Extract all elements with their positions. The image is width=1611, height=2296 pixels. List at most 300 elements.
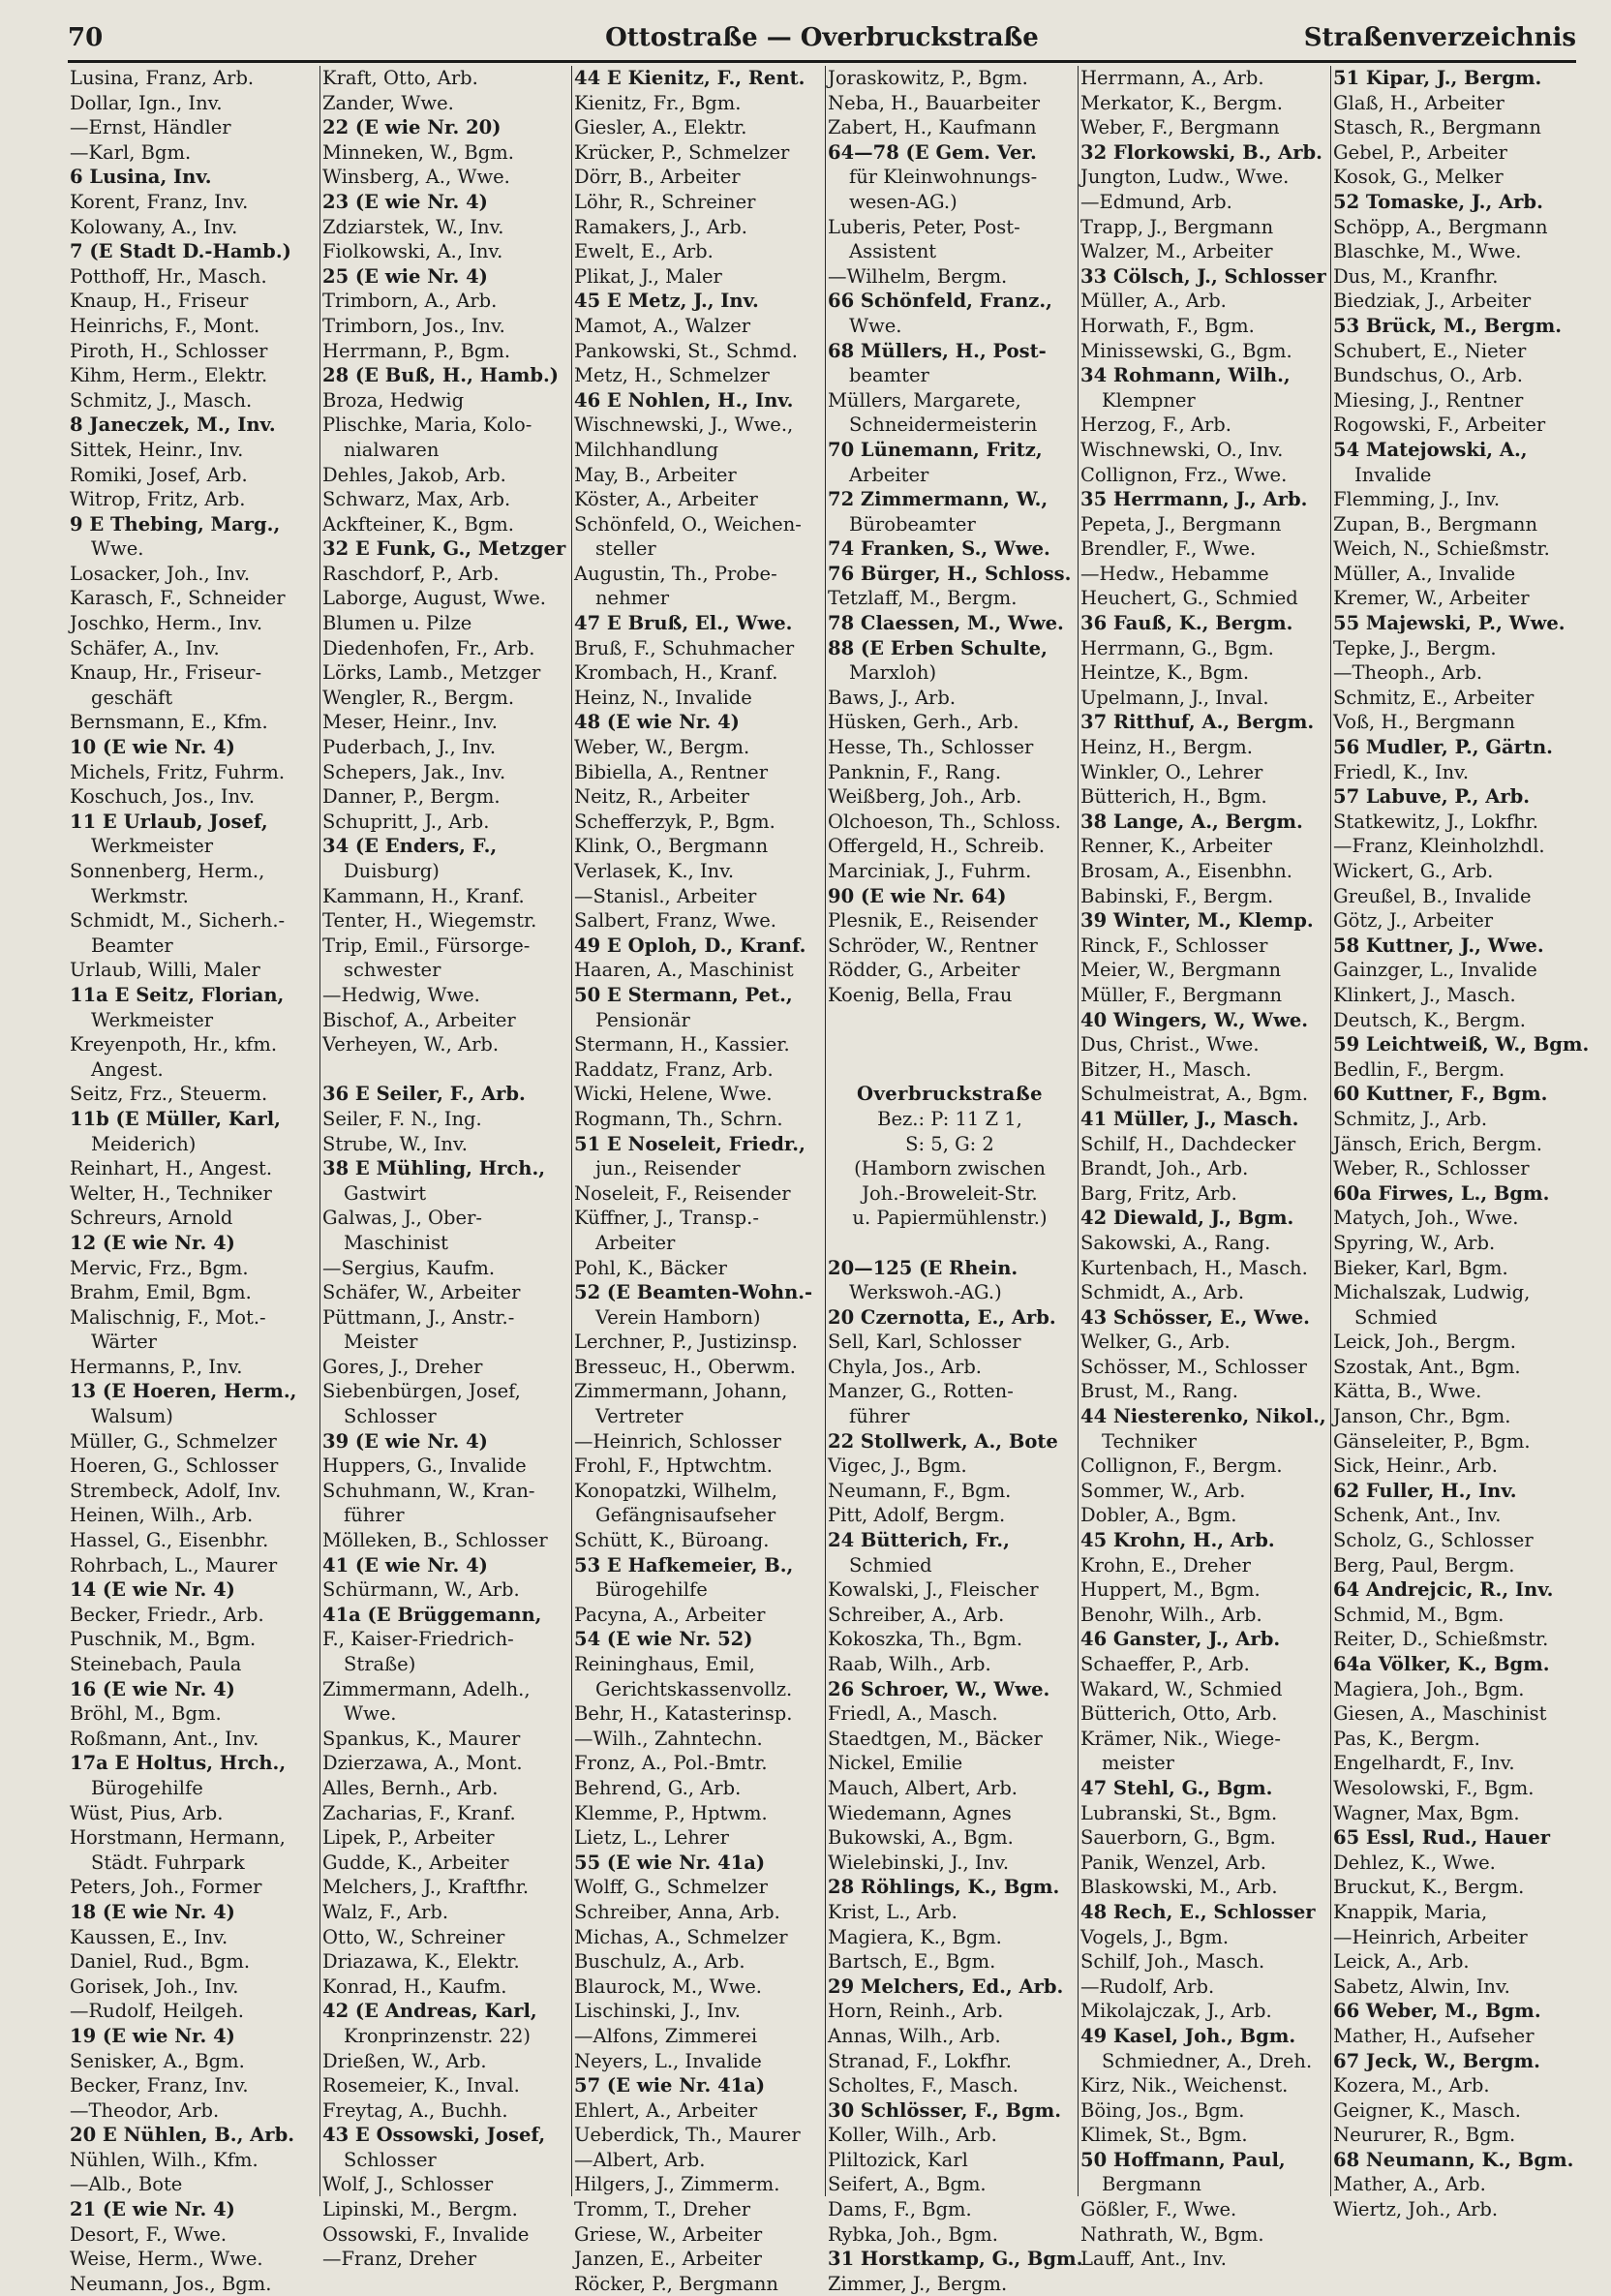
directory-entry: —Franz, Kleinholzhdl. (1333, 835, 1545, 858)
directory-entry: 36 E Seiler, F., Arb. (322, 1083, 526, 1106)
column-1 (68, 66, 320, 2295)
directory-entry: Fronz, A., Pol.-Bmtr. (574, 1752, 768, 1775)
directory-entry: Knaup, H., Friseur (70, 290, 249, 313)
directory-entry: Meister (344, 1331, 418, 1354)
directory-entry: Bukowski, A., Bgm. (828, 1826, 1014, 1850)
directory-entry: 14 (E wie Nr. 4) (70, 1578, 235, 1602)
directory-entry: Wesolowski, F., Bgm. (1333, 1776, 1535, 1799)
directory-entry: Behrend, G., Arb. (574, 1776, 742, 1799)
directory-entry: Horwath, F., Bgm. (1080, 314, 1255, 337)
directory-entry: —Wilh., Zahntechn. (574, 1727, 763, 1750)
directory-entry: 64 Andrejcic, R., Inv. (1333, 1578, 1554, 1602)
directory-entry: Vogels, J., Bgm. (1080, 1925, 1230, 1948)
directory-entry: —Heinrich, Arbeiter (1333, 1925, 1528, 1948)
directory-entry: Zander, Wwe. (322, 91, 454, 114)
directory-entry: Wischnewski, J., Wwe., (574, 413, 794, 437)
directory-entry: 33 Cölsch, J., Schlosser (1080, 264, 1326, 288)
directory-entry: Huppert, M., Bgm. (1080, 1578, 1261, 1602)
directory-entry: Wakard, W., Schmied (1080, 1677, 1283, 1700)
directory-entry: Werkmeister (91, 835, 214, 858)
directory-entry: Rödder, G., Arbeiter (828, 959, 1020, 982)
directory-entry: 28 (E Buß, H., Hamb.) (322, 364, 559, 387)
directory-entry: Weißberg, Joh., Arb. (828, 785, 1022, 809)
directory-entry: Ewelt, E., Arb. (574, 240, 714, 263)
directory-entry: Heinz, H., Bergm. (1080, 736, 1253, 759)
directory-entry: Plesnik, E., Reisender (828, 909, 1038, 933)
directory-entry: Nathrath, W., Bgm. (1080, 2222, 1264, 2246)
directory-entry: Bresseuc, H., Oberwm. (574, 1355, 796, 1378)
directory-entry: Spyring, W., Arb. (1333, 1231, 1496, 1254)
directory-entry: Neyers, L., Invalide (574, 2049, 762, 2072)
directory-entry: Bröhl, M., Bgm. (70, 1702, 222, 1726)
directory-entry: Mauch, Albert, Arb. (828, 1776, 1018, 1799)
directory-entry: führer (849, 1405, 910, 1428)
directory-entry: 29 Melchers, Ed., Arb. (828, 1975, 1064, 1998)
directory-entry: Zimmer, J., Bergm. (828, 2272, 1008, 2295)
directory-entry: Maschinist (344, 1231, 448, 1254)
directory-entry: Salbert, Franz, Wwe. (574, 909, 776, 933)
directory-entry: Pacyna, A., Arbeiter (574, 1603, 766, 1626)
directory-entry: Bieker, Karl, Bgm. (1333, 1256, 1508, 1279)
directory-entry: Assistent (849, 240, 937, 263)
directory-entry: Seifert, A., Bgm. (828, 2173, 987, 2196)
directory-entry: Steinebach, Paula (70, 1653, 242, 1675)
directory-entry: —Sergius, Kaufm. (322, 1256, 496, 1279)
directory-entry: Wwe. (344, 1702, 397, 1726)
directory-entry: Michas, A., Schmelzer (574, 1925, 788, 1948)
directory-entry: Werkmstr. (91, 884, 189, 907)
column-4 (826, 66, 1083, 2295)
directory-entry: Reinhart, H., Angest. (70, 1157, 273, 1180)
directory-entry: 55 (E wie Nr. 41a) (574, 1851, 766, 1874)
directory-entry: Zdziarstek, W., Inv. (322, 215, 504, 238)
directory-entry: Gefängnisaufseher (595, 1504, 776, 1527)
directory-entry: Müller, G., Schmelzer (70, 1429, 277, 1453)
directory-entry: Mather, A., Arb. (1333, 2173, 1486, 2196)
directory-entry: Winkler, O., Lehrer (1080, 760, 1263, 783)
directory-entry: Michels, Fritz, Fuhrm. (70, 760, 286, 783)
directory-entry: Schmitz, J., Masch. (70, 388, 253, 412)
directory-entry: 38 Lange, A., Bergm. (1080, 810, 1303, 833)
directory-entry: Schupritt, J., Arb. (322, 810, 490, 833)
directory-entry: Konopatzki, Wilhelm, (574, 1479, 777, 1502)
directory-entry: 22 (E wie Nr. 20) (322, 116, 502, 139)
directory-entry: Röcker, P., Bergmann (574, 2272, 778, 2295)
directory-entry: Leick, Joh., Bergm. (1333, 1331, 1516, 1354)
directory-entry: Herrmann, P., Bgm. (322, 339, 511, 362)
directory-entry: 28 Röhlings, K., Bgm. (828, 1876, 1060, 1899)
directory-entry: Küffner, J., Transp.- (574, 1207, 759, 1230)
directory-entry: Müllers, Margarete, (828, 388, 1021, 412)
directory-entry: Fiolkowski, A., Inv. (322, 240, 503, 263)
directory-entry: Tromm, T., Dreher (574, 2198, 751, 2221)
directory-entry: 34 (E Enders, F., (322, 835, 498, 858)
directory-entry: Puderbach, J., Inv. (322, 736, 497, 759)
directory-entry: Brandt, Joh., Arb. (1080, 1157, 1249, 1180)
directory-entry: u. Papiermühlenstr.) (852, 1207, 1048, 1230)
directory-entry: Wwe. (849, 314, 902, 337)
directory-entry: Marxloh) (849, 661, 937, 685)
directory-entry: 13 (E Hoeren, Herm., (70, 1380, 297, 1403)
directory-entry: Rybka, Joh., Bgm. (828, 2222, 998, 2246)
directory-entry: Malischnig, F., Mot.- (70, 1305, 266, 1329)
directory-entry: Panik, Wenzel, Arb. (1080, 1851, 1266, 1874)
directory-entry: Klimek, St., Bgm. (1080, 2124, 1248, 2147)
directory-entry: Gerichtskassenvollz. (595, 1677, 793, 1700)
directory-entry: Romiki, Josef, Arb. (70, 463, 248, 486)
directory-entry: Pepeta, J., Bergmann (1080, 512, 1282, 536)
page-header (68, 21, 1576, 63)
directory-entry: Trapp, J., Bergmann (1080, 215, 1274, 238)
directory-entry: Duisburg) (344, 860, 440, 882)
directory-entry: Strembeck, Adolf, Inv. (70, 1479, 282, 1502)
directory-entry: Griese, W., Arbeiter (574, 2222, 763, 2246)
directory-entry: —Ernst, Händler (70, 116, 231, 139)
directory-entry: Bitzer, H., Masch. (1080, 1057, 1252, 1081)
directory-entry: Heintze, K., Bgm. (1080, 661, 1250, 685)
directory-entry: Bürogehilfe (91, 1776, 203, 1799)
directory-entry: Minneken, W., Bgm. (322, 140, 514, 164)
directory-entry: Schmid, M., Bgm. (1333, 1603, 1505, 1626)
directory-entry: Verein Hamborn) (595, 1305, 761, 1329)
directory-entry: 42 Diewald, J., Bgm. (1080, 1207, 1294, 1230)
directory-entry: Collignon, Frz., Wwe. (1080, 463, 1288, 486)
directory-entry: Horn, Reinh., Arb. (828, 2000, 1004, 2023)
directory-entry: Schäfer, W., Arbeiter (322, 1281, 521, 1304)
directory-entry: 64—78 (E Gem. Ver. (828, 140, 1037, 164)
directory-entry: Schmiedner, A., Dreh. (1102, 2049, 1313, 2072)
directory-entry: Arbeiter (595, 1231, 676, 1254)
directory-entry: Weber, F., Bergmann (1080, 116, 1280, 139)
directory-entry: Müller, A., Arb. (1080, 290, 1227, 313)
directory-entry: Trimborn, A., Arb. (322, 290, 498, 313)
directory-entry: Baws, J., Arb. (828, 686, 957, 709)
directory-entry: Kurtenbach, H., Masch. (1080, 1256, 1308, 1279)
directory-entry: Tenter, H., Wiegemstr. (322, 909, 537, 933)
directory-entry: Lipek, P., Arbeiter (322, 1826, 495, 1850)
directory-entry: Ossowski, F., Invalide (322, 2222, 530, 2246)
directory-entry: Zimmermann, Adelh., (322, 1677, 531, 1700)
directory-entry: Dehlez, K., Wwe. (1333, 1851, 1496, 1874)
directory-entry: Urlaub, Willi, Maler (70, 959, 260, 982)
directory-entry: Raddatz, Franz, Arb. (574, 1057, 774, 1081)
directory-entry: Michalszak, Ludwig, (1333, 1281, 1531, 1304)
directory-entry: Joschko, Herm., Inv. (70, 612, 263, 635)
directory-entry: Bibiella, A., Rentner (574, 760, 769, 783)
directory-entry: 68 Müllers, H., Post- (828, 339, 1047, 362)
directory-entry: Lörks, Lamb., Metzger (322, 661, 541, 685)
directory-entry: 32 Florkowski, B., Arb. (1080, 140, 1322, 164)
directory-entry: Sakowski, A., Rang. (1080, 1231, 1271, 1254)
directory-entry: Bruckut, K., Bergm. (1333, 1876, 1525, 1899)
directory-entry: Wengler, R., Bergm. (322, 686, 515, 709)
directory-entry: 22 Stollwerk, A., Bote (828, 1429, 1058, 1453)
directory-entry: 54 Matejowski, A., (1333, 438, 1528, 461)
directory-entry: Koenig, Bella, Frau (828, 983, 1013, 1006)
directory-entry: 44 Niesterenko, Nikol., (1080, 1405, 1326, 1428)
directory-entry: Kihm, Herm., Elektr. (70, 364, 268, 387)
directory-entry: Krist, L., Arb. (828, 1900, 957, 1923)
directory-entry: Puschnik, M., Bgm. (70, 1628, 257, 1651)
directory-entry: Gorisek, Joh., Inv. (70, 1975, 239, 1998)
directory-entry: F., Kaiser-Friedrich- (322, 1628, 514, 1651)
directory-entry: 50 E Stermann, Pet., (574, 983, 793, 1006)
directory-entry: Pohl, K., Bäcker (574, 1256, 727, 1279)
directory-entry: Witrop, Fritz, Arb. (70, 488, 246, 511)
directory-entry: Lipinski, M., Bergm. (322, 2198, 518, 2221)
directory-entry: Ehlert, A., Arbeiter (574, 2098, 758, 2122)
directory-entry: führer (344, 1504, 405, 1527)
directory-entry: Kienitz, Fr., Bgm. (574, 91, 742, 114)
directory-entry: —Wilhelm, Bergm. (828, 264, 1008, 288)
directory-entry: Kosok, G., Melker (1333, 166, 1504, 189)
directory-entry: 35 Herrmann, J., Arb. (1080, 488, 1308, 511)
directory-entry: 57 Labuve, P., Arb. (1333, 785, 1531, 809)
directory-entry: 58 Kuttner, J., Wwe. (1333, 934, 1544, 957)
directory-entry: wesen-AG.) (849, 190, 957, 213)
directory-entry: Brust, M., Rang. (1080, 1380, 1239, 1403)
directory-entry: Schaeffer, P., Arb. (1080, 1653, 1250, 1675)
directory-entry: Walsum) (91, 1405, 173, 1428)
directory-entry: Giesen, A., Maschinist (1333, 1702, 1547, 1726)
directory-entry: Danner, P., Bergm. (322, 785, 501, 809)
directory-entry: Karasch, F., Schneider (70, 587, 286, 610)
directory-entry: Tetzlaff, M., Bergm. (828, 587, 1018, 610)
directory-entry: Schmitz, E., Arbeiter (1333, 686, 1535, 709)
directory-entry: Pitt, Adolf, Bergm. (828, 1504, 1006, 1527)
directory-entry: 40 Wingers, W., Wwe. (1080, 1008, 1309, 1031)
directory-entry: Schmidt, A., Arb. (1080, 1281, 1245, 1304)
directory-entry: Dörr, B., Arbeiter (574, 166, 741, 189)
directory-entry: Becker, Franz, Inv. (70, 2074, 249, 2097)
directory-entry: Koschuch, Jos., Inv. (70, 785, 256, 809)
directory-entry: Götz, J., Arbeiter (1333, 909, 1494, 933)
directory-entry: 51 E Noseleit, Friedr., (574, 1132, 806, 1155)
directory-entry: Otto, W., Schreiner (322, 1925, 505, 1948)
directory-entry: Wüst, Pius, Arb. (70, 1801, 224, 1824)
directory-entry: Neumann, F., Bgm. (828, 1479, 1012, 1502)
directory-entry: Walz, F., Arb. (322, 1900, 449, 1923)
directory-entry: Horstmann, Hermann, (70, 1826, 286, 1850)
directory-entry: Schütt, K., Büroang. (574, 1529, 770, 1552)
directory-entry: —Heinrich, Schlosser (574, 1429, 781, 1453)
directory-entry: Dehles, Jakob, Arb. (322, 463, 506, 486)
directory-entry: Blaschke, M., Wwe. (1333, 240, 1522, 263)
directory-entry: Olchoeson, Th., Schloss. (828, 810, 1061, 833)
directory-entry: Nühlen, Wilh., Kfm. (70, 2148, 258, 2171)
directory-entry: 36 Fauß, K., Bergm. (1080, 612, 1293, 635)
directory-entry: Gainzger, L., Invalide (1333, 959, 1537, 982)
directory-entry: Schlosser (344, 1405, 437, 1428)
directory-entry: Dus, M., Kranfhr. (1333, 264, 1499, 288)
directory-entry (828, 1008, 1072, 1033)
directory-entry: Deutsch, K., Bergm. (1333, 1008, 1526, 1031)
directory-entry: Brahm, Emil, Bgm. (70, 1281, 252, 1304)
directory-entry: Neba, H., Bauarbeiter (828, 91, 1041, 114)
directory-entry: steller (595, 537, 656, 561)
directory-entry: Weise, Herm., Wwe. (70, 2248, 263, 2271)
directory-entry: Minissewski, G., Bgm. (1080, 339, 1292, 362)
directory-entry: —Hedwig, Wwe. (322, 983, 480, 1006)
directory-entry: —Alb., Bote (70, 2173, 183, 2196)
directory-entry: Kronprinzenstr. 22) (344, 2024, 532, 2047)
directory-entry: —Hedw., Hebamme (1080, 562, 1269, 585)
directory-entry: Offergeld, H., Schreib. (828, 835, 1046, 858)
directory-entry: Huppers, G., Invalide (322, 1454, 527, 1478)
directory-entry: Seitz, Frz., Steuerm. (70, 1083, 268, 1106)
directory-entry: 64a Völker, K., Bgm. (1333, 1653, 1550, 1675)
directory-entry: Bedlin, F., Bergm. (1333, 1057, 1505, 1081)
directory-entry: Hilgers, J., Zimmerm. (574, 2173, 780, 2196)
directory-entry: Schuhmann, W., Kran- (322, 1479, 535, 1502)
directory-entry: Weber, W., Bergm. (574, 736, 750, 759)
directory-entry: 43 Schösser, E., Wwe. (1080, 1305, 1310, 1329)
directory-entry: Schäfer, A., Inv. (70, 636, 220, 659)
directory-entry: Desort, F., Wwe. (70, 2222, 228, 2246)
directory-entry: Bürobeamter (849, 512, 976, 536)
directory-entry: Wolff, G., Schmelzer (574, 1876, 768, 1899)
directory-entry: 48 Rech, E., Schlosser (1080, 1900, 1316, 1923)
section-title: Straßenverzeichnis (1303, 23, 1576, 52)
directory-entry: Pankowski, St., Schmd. (574, 339, 798, 362)
directory-entry: Lubranski, St., Bgm. (1080, 1801, 1278, 1824)
directory-entry: Vigec, J., Bgm. (828, 1454, 967, 1478)
directory-entry: Schürmann, W., Arb. (322, 1578, 520, 1602)
directory-entry: Jänsch, Erich, Bergm. (1333, 1132, 1542, 1155)
directory-entry: 7 (E Stadt D.-Hamb.) (70, 240, 291, 263)
directory-entry: Barg, Fritz, Arb. (1080, 1181, 1237, 1205)
directory-entry: Rinck, F., Schlosser (1080, 934, 1268, 957)
directory-entry: Bez.: P: 11 Z 1, (877, 1107, 1022, 1130)
directory-entry: jun., Reisender (595, 1157, 741, 1180)
directory-entry: Werkmeister (91, 1008, 214, 1031)
directory-entry: 41 (E wie Nr. 4) (322, 1553, 488, 1577)
directory-entry: Janson, Chr., Bgm. (1333, 1405, 1511, 1428)
directory-entry: Heuchert, G., Schmied (1080, 587, 1298, 610)
column-5 (1079, 66, 1331, 2271)
directory-entry: Kreyenpoth, Hr., kfm. (70, 1033, 278, 1056)
directory-entry: Voß, H., Bergmann (1333, 711, 1515, 734)
directory-entry: Hoeren, G., Schlosser (70, 1454, 279, 1478)
directory-entry: 46 E Nohlen, H., Inv. (574, 388, 794, 412)
directory-entry: Krohn, E., Dreher (1080, 1553, 1251, 1577)
directory-entry: Mölleken, B., Schlosser (322, 1529, 548, 1552)
directory-entry: Neitz, R., Arbeiter (574, 785, 749, 809)
directory-entry: Zimmermann, Johann, (574, 1380, 788, 1403)
directory-entry: Berg, Paul, Bergm. (1333, 1553, 1515, 1577)
directory-entry: Becker, Friedr., Arb. (70, 1603, 264, 1626)
directory-entry: 66 Schönfeld, Franz., (828, 290, 1052, 313)
directory-entry: 26 Schroer, W., Wwe. (828, 1677, 1050, 1700)
directory-entry: Püttmann, J., Anstr.- (322, 1305, 515, 1329)
directory-entry: —Rudolf, Heilgeh. (70, 2000, 244, 2023)
directory-entry: Trimborn, Jos., Inv. (322, 314, 505, 337)
directory-entry: Koller, Wilh., Arb. (828, 2124, 997, 2147)
directory-entry: Mikolajczak, J., Arb. (1080, 2000, 1272, 2023)
directory-entry: Lusina, Franz, Arb. (70, 67, 255, 89)
directory-entry: Driazawa, K., Elektr. (322, 1950, 520, 1974)
directory-entry: Laborge, August, Wwe. (322, 587, 546, 610)
directory-entry: Schenk, Ant., Inv. (1333, 1504, 1502, 1527)
directory-entry: Gänseleiter, P., Bgm. (1333, 1429, 1531, 1453)
directory-entry: —Rudolf, Arb. (1080, 1975, 1215, 1998)
directory-entry: Janzen, E., Arbeiter (574, 2248, 762, 2271)
directory-entry: Winsberg, A., Wwe. (322, 166, 510, 189)
directory-entry: Korent, Franz, Inv. (70, 190, 249, 213)
directory-entry: Noseleit, F., Reisender (574, 1181, 791, 1205)
directory-entry: Müller, A., Invalide (1333, 562, 1516, 585)
directory-entry: Weber, R., Schlosser (1333, 1157, 1530, 1180)
directory-entry: 43 E Ossowski, Josef, (322, 2124, 546, 2147)
directory-entry: 17a E Holtus, Hrch., (70, 1752, 287, 1775)
directory-entry: Glaß, H., Arbeiter (1333, 91, 1505, 114)
directory-entry: Welter, H., Techniker (70, 1181, 272, 1205)
directory-entry: Sittek, Heinr., Inv. (70, 438, 244, 461)
directory-entry: 18 (E wie Nr. 4) (70, 1900, 235, 1923)
directory-entry: Scholtes, F., Masch. (828, 2074, 1018, 2097)
directory-entry: Konrad, H., Kaufm. (322, 1975, 507, 1998)
directory-entry: Metz, H., Schmelzer (574, 364, 770, 387)
directory-entry: Matych, Joh., Wwe. (1333, 1207, 1519, 1230)
directory-entry: Rogmann, Th., Schrn. (574, 1107, 783, 1130)
directory-entry: 11 E Urlaub, Josef, (70, 810, 268, 833)
directory-entry: Gebel, P., Arbeiter (1333, 140, 1507, 164)
directory-entry: 9 E Thebing, Marg., (70, 512, 281, 536)
directory-entry: Schilf, H., Dachdecker (1080, 1132, 1296, 1155)
directory-entry: Schöpp, A., Bergmann (1333, 215, 1548, 238)
directory-entry: Wiedemann, Agnes (828, 1801, 1012, 1824)
directory-entry: 52 (E Beamten-Wohn.- (574, 1281, 813, 1304)
directory-entry: Schulmeistrat, A., Bgm. (1080, 1083, 1309, 1106)
directory-entry: Haaren, A., Maschinist (574, 959, 794, 982)
directory-entry: Alles, Bernh., Arb. (322, 1776, 499, 1799)
directory-entry: Werkswoh.-AG.) (849, 1281, 1002, 1304)
directory-entry: Manzer, G., Rotten- (828, 1380, 1014, 1403)
directory-entry: 45 Krohn, H., Arb. (1080, 1529, 1275, 1552)
directory-entry: Leick, A., Arb. (1333, 1950, 1470, 1974)
directory-entry: Wicki, Helene, Wwe. (574, 1083, 773, 1106)
directory-entry: Sonnenberg, Herm., (70, 860, 265, 882)
street-heading: Overbruckstraße (856, 1083, 1044, 1106)
directory-entry: meister (1102, 1752, 1174, 1775)
directory-entry: Sick, Heinr., Arb. (1333, 1454, 1498, 1478)
directory-entry: Kokoszka, Th., Bgm. (828, 1628, 1023, 1651)
directory-entry: Angest. (91, 1057, 164, 1081)
directory-entry: Bundschus, O., Arb. (1333, 364, 1523, 387)
directory-entry: Sabetz, Alwin, Inv. (1333, 1975, 1510, 1998)
directory-entry: Dobler, A., Bgm. (1080, 1504, 1237, 1527)
directory-entry: 72 Zimmermann, W., (828, 488, 1049, 511)
directory-entry: 49 E Oploh, D., Kranf. (574, 934, 806, 957)
directory-entry: 42 (E Andreas, Karl, (322, 2000, 537, 2023)
directory-entry: Collignon, F., Bergm. (1080, 1454, 1283, 1478)
directory-entry: Benohr, Wilh., Arb. (1080, 1603, 1262, 1626)
directory-entry: Magiera, Joh., Bgm. (1333, 1677, 1525, 1700)
directory-entry: Magiera, K., Bgm. (828, 1925, 1002, 1948)
directory-entry: beamter (849, 364, 929, 387)
directory-entry (828, 1032, 1072, 1057)
directory-entry: Heinrichs, F., Mont. (70, 314, 260, 337)
directory-entry: 24 Bütterich, Fr., (828, 1529, 1010, 1552)
directory-entry: Lauff, Ant., Inv. (1080, 2248, 1227, 2271)
directory-entry: Kammann, H., Kranf. (322, 884, 525, 907)
directory-entry: 41 Müller, J., Masch. (1080, 1107, 1299, 1130)
directory-entry: Kremer, W., Arbeiter (1333, 587, 1530, 610)
directory-entry (828, 1231, 1072, 1256)
directory-entry: 44 E Kienitz, F., Rent. (574, 67, 806, 89)
directory-entry: 66 Weber, M., Bgm. (1333, 2000, 1541, 2023)
directory-entry: Biedziak, J., Arbeiter (1333, 290, 1532, 313)
